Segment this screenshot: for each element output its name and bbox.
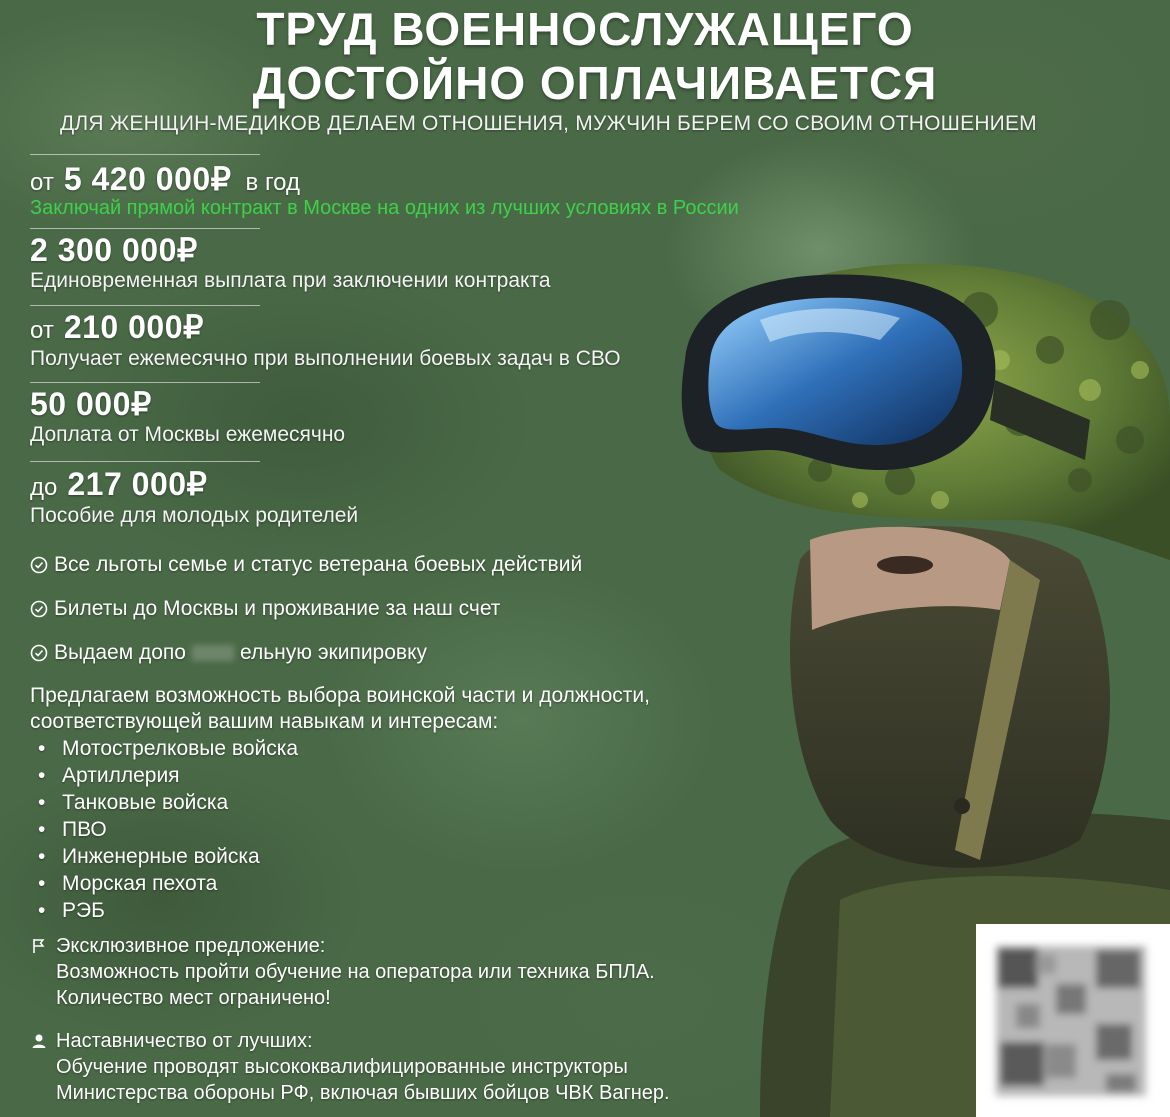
payment-amount: 50 000₽ (30, 386, 152, 422)
list-item: • Мотострелковые войска (38, 735, 298, 762)
flag-icon (30, 937, 48, 955)
divider (30, 382, 260, 383)
exclusive-line-1: Возможность пройти обучение на оператора или техника БПЛА. (56, 961, 655, 983)
blurred-qr-icon (976, 924, 1170, 1117)
qr-code (976, 924, 1170, 1117)
list-item: • Морская пехота (38, 870, 298, 897)
list-item: • Инженерные войска (38, 843, 298, 870)
benefit-text: Билеты до Москвы и проживание за наш счет (54, 597, 501, 620)
payment-1 (30, 160, 300, 198)
payment-3-description: Получает ежемесячно при выполнении боевых задач в СВО (30, 347, 621, 370)
payment-suffix: в год (245, 169, 300, 196)
mentorship (30, 1028, 670, 1106)
check-circle-icon (30, 556, 48, 574)
title-line-2: ДОСТОЙНО ОПЛАЧИВАЕТСЯ (252, 57, 938, 109)
person-icon (30, 1032, 48, 1050)
blurred-text (192, 645, 234, 661)
payment-1-description: Заключай прямой контракт в Москве на одних из лучших условиях в России (30, 197, 739, 219)
payment-prefix: от (30, 317, 54, 344)
payment-prefix: до (30, 474, 58, 501)
benefit-item (30, 641, 427, 665)
payment-5-description: Пособие для молодых родителей (30, 504, 359, 527)
divider (30, 228, 260, 229)
exclusive-title: Эксклюзивное предложение: (56, 935, 326, 957)
payment-amount: 210 000₽ (63, 309, 204, 345)
payment-3 (30, 308, 204, 346)
payment-4 (30, 385, 152, 423)
subtitle: ДЛЯ ЖЕНЩИН-МЕДИКОВ ДЕЛАЕМ ОТНОШЕНИЯ, МУЖЧИН БЕРЕМ СО СВОИМ ОТНОШЕНИЕМ (60, 112, 1037, 135)
offer-line-2: соответствующей вашим навыкам и интересам: (30, 710, 499, 733)
benefit-item (30, 597, 500, 621)
title-line-1: ТРУД ВОЕННОСЛУЖАЩЕГО (256, 3, 914, 55)
payment-4-description: Доплата от Москвы ежемесячно (30, 423, 346, 446)
payment-amount: 2 300 000₽ (30, 232, 198, 268)
payment-2-description: Единовременная выплата при заключении контракта (30, 269, 551, 292)
benefit-text-start: Выдаем допо (54, 641, 186, 664)
divider (30, 461, 260, 462)
exclusive-offer (30, 933, 655, 1011)
list-item: • РЭБ (38, 897, 298, 924)
benefit-text-end: ельную экипировку (239, 641, 427, 664)
check-circle-icon (30, 600, 48, 618)
payment-amount: 5 420 000₽ (63, 161, 232, 197)
benefit-item (30, 553, 582, 577)
payment-2 (30, 231, 198, 269)
list-item: • Танковые войска (38, 789, 298, 816)
payment-amount: 217 000₽ (67, 466, 208, 502)
mentorship-line-1: Обучение проводят высококвалифицированные инструкторы (56, 1056, 628, 1078)
units-list (38, 735, 298, 924)
offer-line-1: Предлагаем возможность выбора воинской части и должности, (30, 684, 650, 707)
divider (30, 305, 260, 306)
list-item: • Артиллерия (38, 762, 298, 789)
list-item: • ПВО (38, 816, 298, 843)
offer-text (30, 683, 650, 735)
benefit-text: Все льготы семье и статус ветерана боевых действий (54, 553, 583, 576)
payment-5 (30, 465, 207, 503)
exclusive-line-2: Количество мест ограничено! (56, 987, 331, 1009)
payment-prefix: от (30, 169, 54, 196)
check-circle-icon (30, 644, 48, 662)
mentorship-line-2: Министерства обороны РФ, включая бывших бойцов ЧВК Вагнер. (56, 1082, 670, 1104)
divider (30, 154, 260, 155)
mentorship-title: Наставничество от лучших: (56, 1030, 313, 1052)
